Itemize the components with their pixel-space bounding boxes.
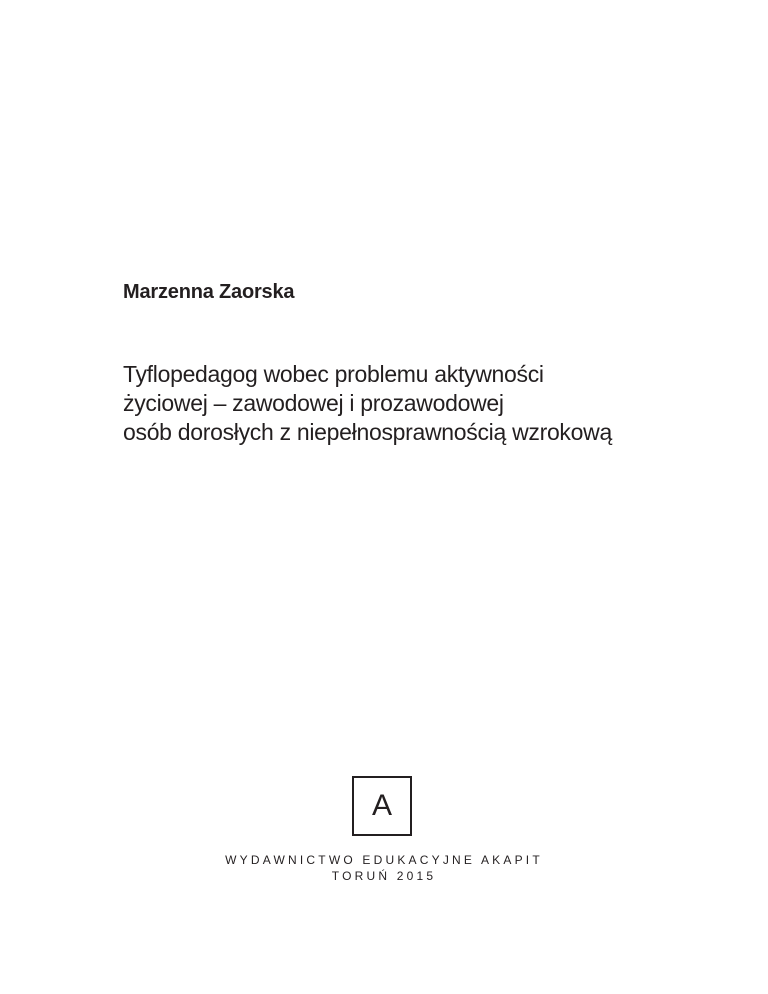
publisher-place-year: TORUŃ 2015 <box>331 869 437 883</box>
publisher-info <box>0 852 768 884</box>
publisher-logo <box>352 776 412 836</box>
book-title <box>123 360 612 447</box>
title-line: Tyflopedagog wobec problemu aktywności <box>123 361 544 387</box>
publisher-name: WYDAWNICTWO EDUKACYJNE AKAPIT <box>225 853 543 867</box>
logo-letter: A <box>371 789 392 822</box>
author-name: Marzenna Zaorska <box>123 281 295 303</box>
title-line: osób dorosłych z niepełnosprawnością wzrokową <box>123 419 612 445</box>
title-line: życiowej – zawodowej i prozawodowej <box>123 390 504 416</box>
